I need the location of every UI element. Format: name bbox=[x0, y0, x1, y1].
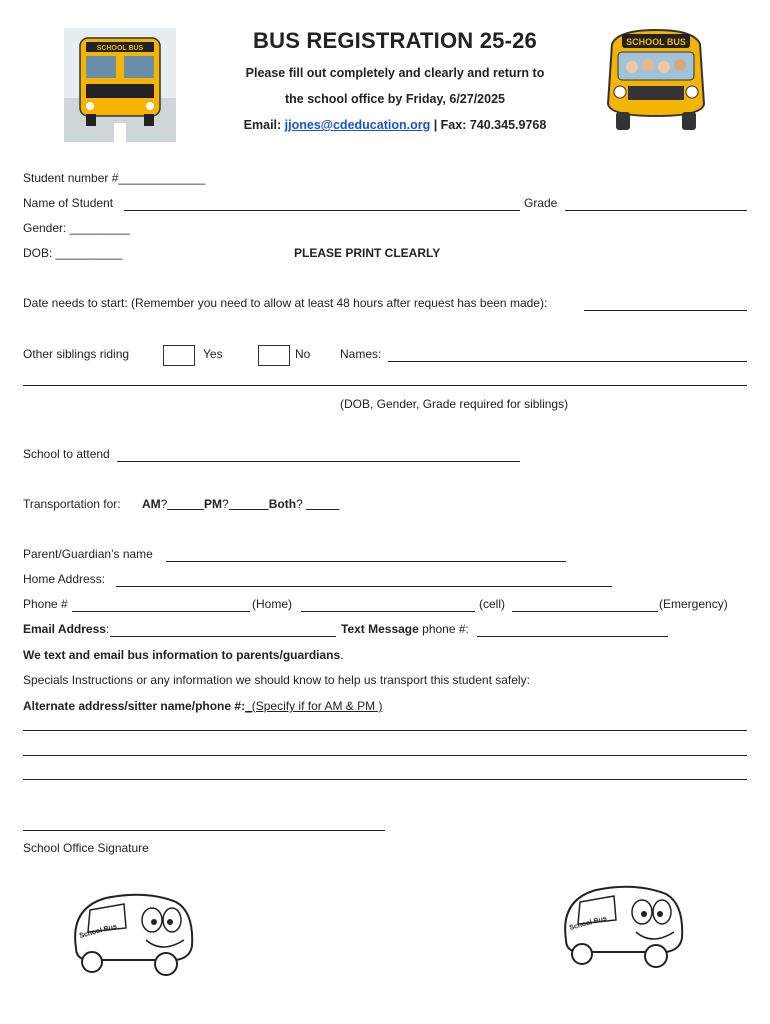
parent-email-line[interactable] bbox=[110, 636, 336, 637]
text-phone-line[interactable] bbox=[477, 636, 668, 637]
both-blank[interactable] bbox=[306, 497, 339, 511]
no-label: No bbox=[295, 347, 311, 361]
start-date-label: Date needs to start: (Remember you need to allow at least 48 hours after request has been made): bbox=[23, 296, 548, 310]
emergency-phone-line[interactable] bbox=[512, 611, 658, 612]
home-label: (Home) bbox=[252, 597, 293, 611]
emergency-label: (Emergency) bbox=[659, 597, 728, 611]
siblings-no-checkbox[interactable] bbox=[258, 345, 290, 366]
gender-field[interactable]: Gender: _________ bbox=[23, 221, 130, 235]
siblings-yes-checkbox[interactable] bbox=[163, 345, 195, 366]
siblings-note: (DOB, Gender, Grade required for siblings) bbox=[340, 397, 569, 411]
student-number-field[interactable]: Student number #_____________ bbox=[23, 171, 206, 185]
transportation-label: Transportation for: bbox=[23, 497, 121, 511]
cell-phone-line[interactable] bbox=[301, 611, 475, 612]
pm-blank[interactable] bbox=[229, 497, 269, 511]
special-line-1[interactable] bbox=[23, 730, 747, 731]
instructions-line-2: the school office by Friday, 6/27/2025 bbox=[285, 92, 505, 106]
school-line[interactable] bbox=[117, 461, 520, 462]
yes-label: Yes bbox=[203, 347, 223, 361]
special-instructions-label: Specials Instructions or any information we should know to help us transport this student safely: bbox=[23, 673, 530, 687]
start-date-line[interactable] bbox=[584, 310, 747, 311]
notice-text: We text and email bus information to parents/guardians. bbox=[23, 648, 344, 662]
parent-email-label: Email Address: bbox=[23, 622, 110, 636]
signature-line[interactable] bbox=[23, 830, 385, 831]
cartoon-bus-text: School Bus bbox=[568, 915, 608, 932]
parent-name-line[interactable] bbox=[166, 561, 566, 562]
home-address-line[interactable] bbox=[116, 586, 612, 587]
phone-label: Phone # bbox=[23, 597, 68, 611]
instructions-line-1: Please fill out completely and clearly and return to bbox=[245, 66, 545, 80]
fax-text: | Fax: 740.345.9768 bbox=[430, 118, 547, 132]
transportation-options: AM? PM? Both? bbox=[142, 497, 339, 511]
sibling-names-line[interactable] bbox=[388, 361, 747, 362]
sibling-names-line-2[interactable] bbox=[23, 385, 747, 386]
alternate-address-label: Alternate address/sitter name/phone #:_(Specify if for AM & PM ) bbox=[23, 699, 383, 713]
page-title: BUS REGISTRATION 25-26 bbox=[253, 28, 537, 53]
student-name-line[interactable] bbox=[124, 210, 520, 211]
special-line-3[interactable] bbox=[23, 779, 747, 780]
cartoon-bus-left-image bbox=[66, 888, 198, 978]
siblings-label: Other siblings riding bbox=[23, 347, 130, 361]
cartoon-bus-text: School Bus bbox=[78, 923, 118, 940]
cell-label: (cell) bbox=[479, 597, 505, 611]
parent-name-label: Parent/Guardian’s name bbox=[23, 547, 153, 561]
home-phone-line[interactable] bbox=[72, 611, 250, 612]
bus-sign-text: SCHOOL BUS bbox=[626, 37, 686, 47]
pm-label: PM bbox=[204, 497, 223, 511]
email-link[interactable]: jjones@cdeducation.org bbox=[284, 118, 431, 132]
dob-field[interactable]: DOB: __________ bbox=[23, 246, 123, 260]
both-label: Both bbox=[268, 497, 297, 511]
sibling-names-label: Names: bbox=[340, 347, 382, 361]
grade-line[interactable] bbox=[565, 210, 747, 211]
home-address-label: Home Address: bbox=[23, 572, 106, 586]
am-blank[interactable] bbox=[167, 497, 204, 511]
grade-label: Grade bbox=[524, 196, 558, 210]
print-clearly-note: PLEASE PRINT CLEARLY bbox=[294, 246, 441, 260]
am-label: AM bbox=[142, 497, 161, 511]
school-label: School to attend bbox=[23, 447, 110, 461]
contact-line bbox=[150, 118, 640, 132]
bus-sign-text: SCHOOL BUS bbox=[96, 45, 144, 52]
text-message-label: Text Message phone #: bbox=[341, 622, 469, 636]
special-line-2[interactable] bbox=[23, 755, 747, 756]
email-label: Email: bbox=[243, 118, 285, 132]
student-name-label: Name of Student bbox=[23, 196, 114, 210]
signature-label: School Office Signature bbox=[23, 841, 149, 855]
cartoon-bus-right-image bbox=[556, 880, 688, 970]
